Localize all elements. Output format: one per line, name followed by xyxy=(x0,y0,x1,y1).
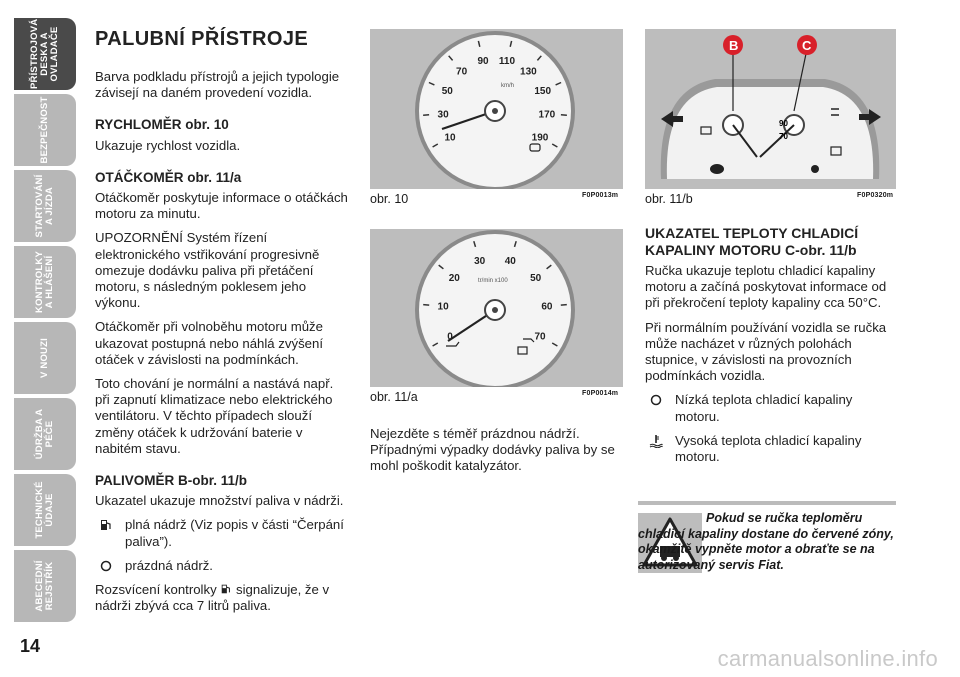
temp-gauge-heading: UKAZATEL TEPLOTY CHLADICÍ KAPALINY MOTORU C-obr. 11/b xyxy=(645,225,859,258)
warning-text: Pokud se ručka teploměru chladicí kapaliny dostane do červené zóny, okamžitě vypněte motor a obraťte se na autorizovaný servis Fiat. xyxy=(638,511,894,572)
figure-11b-code: F0P0320m xyxy=(857,192,894,199)
page-number: 14 xyxy=(20,636,41,656)
fuel-pump-icon xyxy=(220,583,232,595)
fuel-warning-text-a: Rozsvícení kontrolky xyxy=(95,582,217,598)
tab-bezpecnost[interactable] xyxy=(14,94,76,166)
dial-tick-label: 10 xyxy=(437,301,449,313)
temp-low-text: Nízká teplota chladicí kapaliny motoru. xyxy=(675,392,853,424)
watermark: carmanualsonline.info xyxy=(717,646,938,671)
figure-11a-caption: obr. 11/a xyxy=(370,390,418,404)
fuel-note xyxy=(370,426,623,475)
dial-tick-label: 50 xyxy=(530,273,542,285)
dial-tick-label: 150 xyxy=(534,85,552,97)
tab-startovani[interactable] xyxy=(14,170,76,242)
tab-kontrolky[interactable] xyxy=(14,246,76,318)
tachometer-unit: tr/min x100 xyxy=(478,278,508,284)
temp-tick-90: 90 xyxy=(779,119,788,128)
temp-tick-70: 70 xyxy=(779,132,788,141)
dial-tick-label: 70 xyxy=(534,331,546,343)
fuel-empty-item xyxy=(95,558,351,574)
figure-10-code: F0P0013m xyxy=(582,192,619,199)
tab-label: ABECEDNÍ REJSTŘÍK xyxy=(34,560,55,612)
dial-tick-label: 50 xyxy=(441,85,453,97)
dial-tick-label: 60 xyxy=(541,301,553,313)
dial-tick-label: 90 xyxy=(477,55,489,67)
fuel-note-text: Nejezděte s téměř prázdnou nádrží. Případnými výpadky dodávky paliva by se mohl poškodit katalyzátor. xyxy=(370,426,615,474)
figure-11a-code: F0P0014m xyxy=(582,390,619,397)
dial-tick-label: 30 xyxy=(437,109,449,121)
dial-tick-mark xyxy=(423,305,429,306)
tachometer-idle-text: Otáčkoměr při volnoběhu motoru může ukazovat postupná nebo náhlá zvýšení otáček v závislosti na podmínkách. xyxy=(95,319,324,367)
figure-speedometer xyxy=(370,29,623,189)
left-column xyxy=(95,27,351,622)
dial-tick-label: 40 xyxy=(504,255,516,267)
fuel-warning-text-b: signalizuje, že v nádrži zbývá cca 7 litrů paliva. xyxy=(95,582,330,614)
dial-tick-label: 170 xyxy=(538,109,556,121)
tachometer-behaviour-text: Toto chování je normální a nastává např. při zapnutí klimatizace nebo elektrického ventilátoru. V těchto případech slouží změny otáček k udržování baterie v nabitém stavu. xyxy=(95,376,334,456)
tab-label: BEZPEČNOST xyxy=(39,96,50,164)
fuel-pump-icon xyxy=(99,518,113,532)
speedometer-gauge xyxy=(370,29,623,189)
brake-icon xyxy=(710,164,724,174)
fuel-empty-text: prázdná nádrž. xyxy=(125,557,213,573)
fuel-full-text: plná nádrž (Viz popis v části “Čerpání paliva”). xyxy=(125,517,344,549)
tab-label: PŘÍSTROJOVÁ DESKA A OVLADAČE xyxy=(29,18,60,89)
tab-label: V NOUZI xyxy=(39,338,50,378)
right-column xyxy=(645,225,896,473)
speedometer-heading: RYCHLOMĚR obr. 10 xyxy=(95,117,229,133)
tab-udrzba[interactable] xyxy=(14,398,76,470)
tab-label: STARTOVÁNÍ A JÍZDA xyxy=(34,174,55,238)
tab-v-nouzi[interactable] xyxy=(14,322,76,394)
tab-label: KONTROLKY A HLÁŠENÍ xyxy=(34,251,55,313)
figure-fuel-temp xyxy=(645,29,896,189)
temp-text-1: Ručka ukazuje teplotu chladicí kapaliny motoru a začíná poskytovat informace od při překročení teploty kapaliny cca 50°C. xyxy=(645,263,887,311)
tachometer-warning: UPOZORNĚNÍ Systém řízení elektronického vstřikování progresivně omezuje dodávku paliva při přetáčení motoru, s následným poklesem jeho výkonu. xyxy=(95,230,320,311)
fuel-gauge-text: Ukazatel ukazuje množství paliva v nádrži. xyxy=(95,493,344,509)
speedometer-unit: km/h xyxy=(501,83,515,89)
tab-technicke-udaje[interactable] xyxy=(14,474,76,546)
tab-label: ÚDRŽBA A PÉČE xyxy=(34,408,55,460)
dial-tick-label: 0 xyxy=(447,331,453,343)
empty-circle-icon xyxy=(99,559,113,573)
warning-rule xyxy=(638,501,896,505)
temp-high-text: Vysoká teplota chladicí kapaliny motoru. xyxy=(675,432,862,465)
temp-high-item xyxy=(645,433,896,465)
figure-10-caption: obr. 10 xyxy=(370,192,409,206)
fuel-gauge-heading: PALIVOMĚR B-obr. 11/b xyxy=(95,473,248,489)
figure-11b-caption: obr. 11/b xyxy=(645,192,693,206)
dial-tick-label: 20 xyxy=(448,273,460,285)
tab-pristrojova-deska[interactable] xyxy=(14,18,76,90)
dial-tick-label: 10 xyxy=(444,132,456,144)
low-temp-circle-icon xyxy=(649,393,663,407)
label-b: B xyxy=(729,38,739,53)
tab-label: TECHNICKÉ ÚDAJE xyxy=(34,481,55,539)
fuel-temperature-cluster xyxy=(645,29,896,189)
dial-tick-label: 70 xyxy=(456,66,468,78)
dial-tick-label: 130 xyxy=(520,66,537,78)
label-c: C xyxy=(802,38,812,53)
dial-tick-mark xyxy=(561,305,567,306)
page-title: PALUBNÍ PŘÍSTROJE xyxy=(95,28,309,50)
temp-low-item xyxy=(645,392,896,424)
coolant-temperature-icon xyxy=(649,434,663,448)
fuel-warning-text xyxy=(95,582,351,614)
temp-text-2: Při normálním používání vozidla se ručka může nacházet v různých polohách stupnice, v závislosti na provozních podmínkách vozidla. xyxy=(645,319,887,384)
dial-tick-label: 30 xyxy=(474,255,486,267)
tab-rejstrik[interactable] xyxy=(14,550,76,622)
dial-tick-label: 110 xyxy=(498,55,516,67)
fuel-full-item xyxy=(95,517,351,549)
tachometer-text: Otáčkoměr poskytuje informace o otáčkách motoru za minutu. xyxy=(95,190,348,222)
dial-tick-label: 190 xyxy=(531,132,549,144)
speedometer-text: Ukazuje rychlost vozidla. xyxy=(95,137,241,153)
seatbelt-icon xyxy=(811,165,819,173)
tachometer-heading: OTÁČKOMĚR obr. 11/a xyxy=(95,169,242,185)
tachometer-gauge xyxy=(370,229,623,387)
intro-text: Barva podkladu přístrojů a jejich typologie závisejí na daném provedení vozidla. xyxy=(95,69,340,101)
figure-tachometer xyxy=(370,229,623,387)
